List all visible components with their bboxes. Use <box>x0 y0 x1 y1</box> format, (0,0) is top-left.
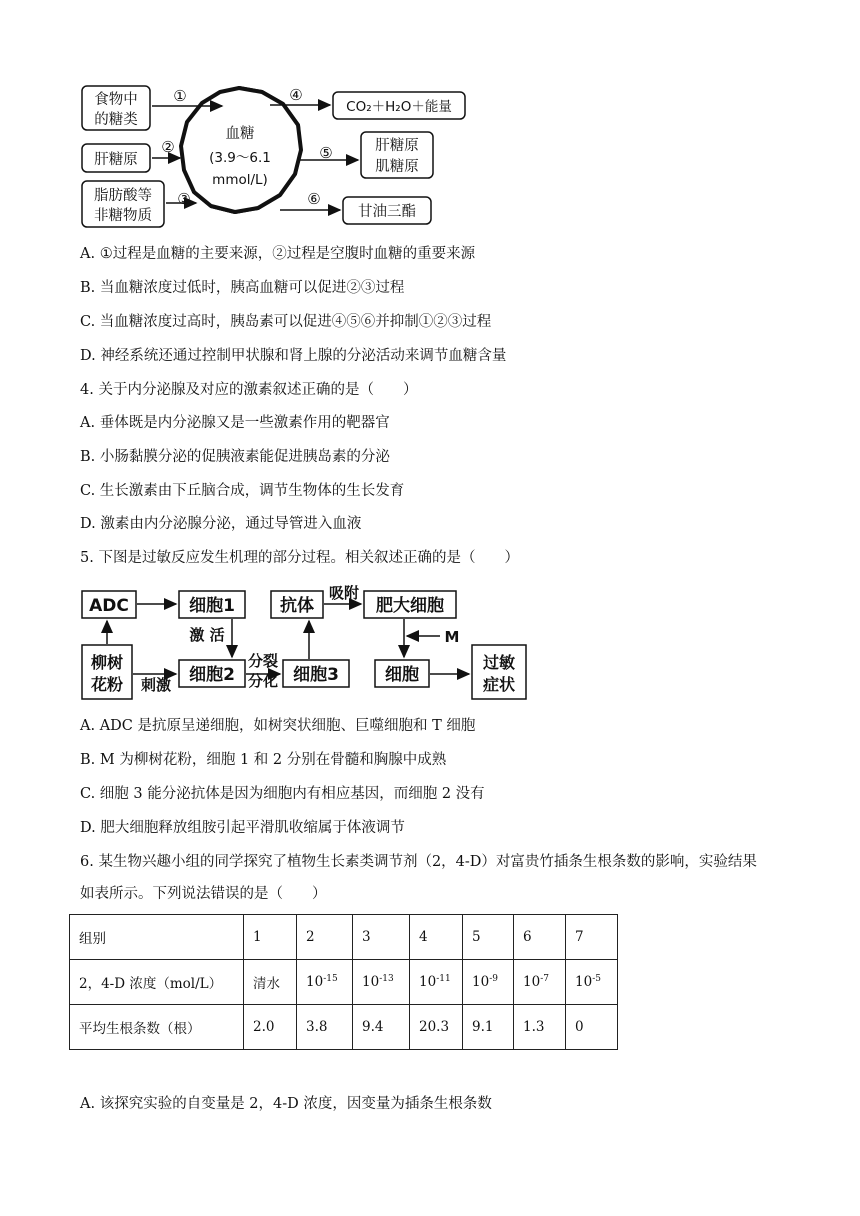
q6-option-a: A. 该探究实验的自变量是 2，4-D 浓度，因变量为插条生根条数 <box>80 1096 492 1112</box>
muscle-glycogen-out-label: 肌糖原 <box>375 159 419 175</box>
process-4-number: ④ <box>289 86 303 104</box>
conc-base: 10 <box>472 974 490 990</box>
allergy-mechanism-diagram <box>0 580 860 710</box>
table-cell: 1.3 <box>514 1005 566 1050</box>
conc-base: 10 <box>362 974 380 990</box>
table-cell: 2，4-D 浓度（mol/L） <box>70 960 244 1005</box>
conc-base: 10 <box>575 974 593 990</box>
conc-exponent: -11 <box>436 974 451 984</box>
q5-option-d: D. 肥大细胞释放组胺引起平滑肌收缩属于体液调节 <box>80 820 405 836</box>
q3-option-d: D. 神经系统还通过控制甲状腺和肾上腺的分泌活动来调节血糖含量 <box>80 348 507 364</box>
table-cell <box>514 960 566 1005</box>
q6-stem-line2: 如表所示。下列说法错误的是（ ） <box>80 886 327 902</box>
conc-base: 10 <box>419 974 437 990</box>
fat-nonsugar-label-1: 脂肪酸等 <box>94 188 152 204</box>
table-cell <box>297 960 353 1005</box>
q4-option-a: A. 垂体既是内分泌腺又是一些激素作用的靶器官 <box>80 415 390 431</box>
adsorb-label: 吸附 <box>328 584 360 602</box>
q4-stem: 4. 关于内分泌腺及对应的激素叙述正确的是（ ） <box>80 382 418 398</box>
q4-option-b: B. 小肠黏膜分泌的促胰液素能促进胰岛素的分泌 <box>80 449 390 465</box>
table-cell: 2.0 <box>244 1005 297 1050</box>
table-cell: 3.8 <box>297 1005 353 1050</box>
allergy-label-1: 过敏 <box>482 653 516 672</box>
table-row-group <box>70 915 618 960</box>
table-cell: 9.4 <box>353 1005 410 1050</box>
divide-label-1: 分裂 <box>247 652 279 670</box>
mast-cell-label: 肥大细胞 <box>376 596 444 616</box>
stimulate-label: 刺激 <box>140 676 172 694</box>
table-cell: 9.1 <box>463 1005 514 1050</box>
liver-glycogen-label: 肝糖原 <box>94 152 138 168</box>
table-cell: 2 <box>297 915 353 960</box>
q3-option-a: A. ①过程是血糖的主要来源，②过程是空腹时血糖的重要来源 <box>80 246 476 262</box>
table-cell: 4 <box>410 915 463 960</box>
cell3-label: 细胞3 <box>293 665 339 685</box>
process-3-number: ③ <box>177 190 191 208</box>
adc-label: ADC <box>89 596 129 616</box>
q4-option-c: C. 生长激素由下丘脑合成，调节生物体的生长发育 <box>80 483 405 499</box>
conc-base: 10 <box>523 974 541 990</box>
table-cell <box>463 960 514 1005</box>
triglyceride-label: 甘油三酯 <box>358 204 416 220</box>
table-cell: 组别 <box>70 915 244 960</box>
food-sugar-label-2: 的糖类 <box>94 112 138 128</box>
q6-stem-line1: 6. 某生物兴趣小组的同学探究了植物生长素类调节剂（2，4-D）对富贵竹插条生根条数的影响，实验结果 <box>80 854 757 870</box>
conc-exponent: -5 <box>592 974 601 984</box>
table-cell: 平均生根条数（根） <box>70 1005 244 1050</box>
table-cell <box>566 960 618 1005</box>
process-5-number: ⑤ <box>319 144 333 162</box>
blood-sugar-title: 血糖 <box>225 126 255 142</box>
pollen-label-1: 柳树 <box>90 653 124 672</box>
q4-option-d: D. 激素由内分泌腺分泌，通过导管进入血液 <box>80 516 362 532</box>
activate-label: 激 活 <box>189 626 225 644</box>
table-cell: 1 <box>244 915 297 960</box>
allergy-label-2: 症状 <box>482 675 516 694</box>
co2-h2o-energy-label: CO₂＋H₂O＋能量 <box>346 99 452 115</box>
blood-sugar-unit: mmol/L) <box>212 172 268 188</box>
q5-option-a: A. ADC 是抗原呈递细胞，如树突状细胞、巨噬细胞和 T 细胞 <box>80 718 476 734</box>
table-cell <box>410 960 463 1005</box>
liver-glycogen-out-label: 肝糖原 <box>375 138 419 154</box>
table-cell: 0 <box>566 1005 618 1050</box>
process-2-number: ② <box>161 138 175 156</box>
conc-exponent: -9 <box>489 974 498 984</box>
table-row-concentration <box>70 960 618 1005</box>
q3-option-b: B. 当血糖浓度过低时，胰高血糖可以促进②③过程 <box>80 280 405 296</box>
cell-label: 细胞 <box>385 665 419 685</box>
conc-base: 10 <box>306 974 324 990</box>
q3-option-c: C. 当血糖浓度过高时，胰岛素可以促进④⑤⑥并抑制①②③过程 <box>80 314 492 330</box>
table-row-roots <box>70 1005 618 1050</box>
q5-option-b: B. M 为柳树花粉，细胞 1 和 2 分别在骨髓和胸腺中成熟 <box>80 752 447 768</box>
q5-stem: 5. 下图是过敏反应发生机理的部分过程。相关叙述正确的是（ ） <box>80 550 519 566</box>
table-cell: 20.3 <box>410 1005 463 1050</box>
blood-sugar-range: (3.9～6.1 <box>209 150 271 166</box>
table-cell: 6 <box>514 915 566 960</box>
table-cell: 7 <box>566 915 618 960</box>
antibody-label: 抗体 <box>280 596 314 616</box>
table-cell: 5 <box>463 915 514 960</box>
process-6-number: ⑥ <box>307 190 321 208</box>
fat-nonsugar-label-2: 非糖物质 <box>94 208 152 224</box>
m-label: M <box>444 628 460 646</box>
process-1-number: ① <box>173 87 187 105</box>
table-cell: 清水 <box>244 960 297 1005</box>
conc-exponent: -7 <box>540 974 549 984</box>
table-cell: 3 <box>353 915 410 960</box>
conc-exponent: -15 <box>323 974 338 984</box>
cell1-label: 细胞1 <box>189 596 235 616</box>
divide-label-2: 分化 <box>247 672 279 690</box>
cell2-label: 细胞2 <box>189 665 235 685</box>
q5-option-c: C. 细胞 3 能分泌抗体是因为细胞内有相应基因，而细胞 2 没有 <box>80 786 485 802</box>
results-table <box>69 914 618 1050</box>
table-cell <box>353 960 410 1005</box>
blood-sugar-diagram <box>0 0 860 240</box>
food-sugar-label-1: 食物中 <box>94 92 138 108</box>
conc-exponent: -13 <box>379 974 394 984</box>
pollen-label-2: 花粉 <box>90 675 124 694</box>
